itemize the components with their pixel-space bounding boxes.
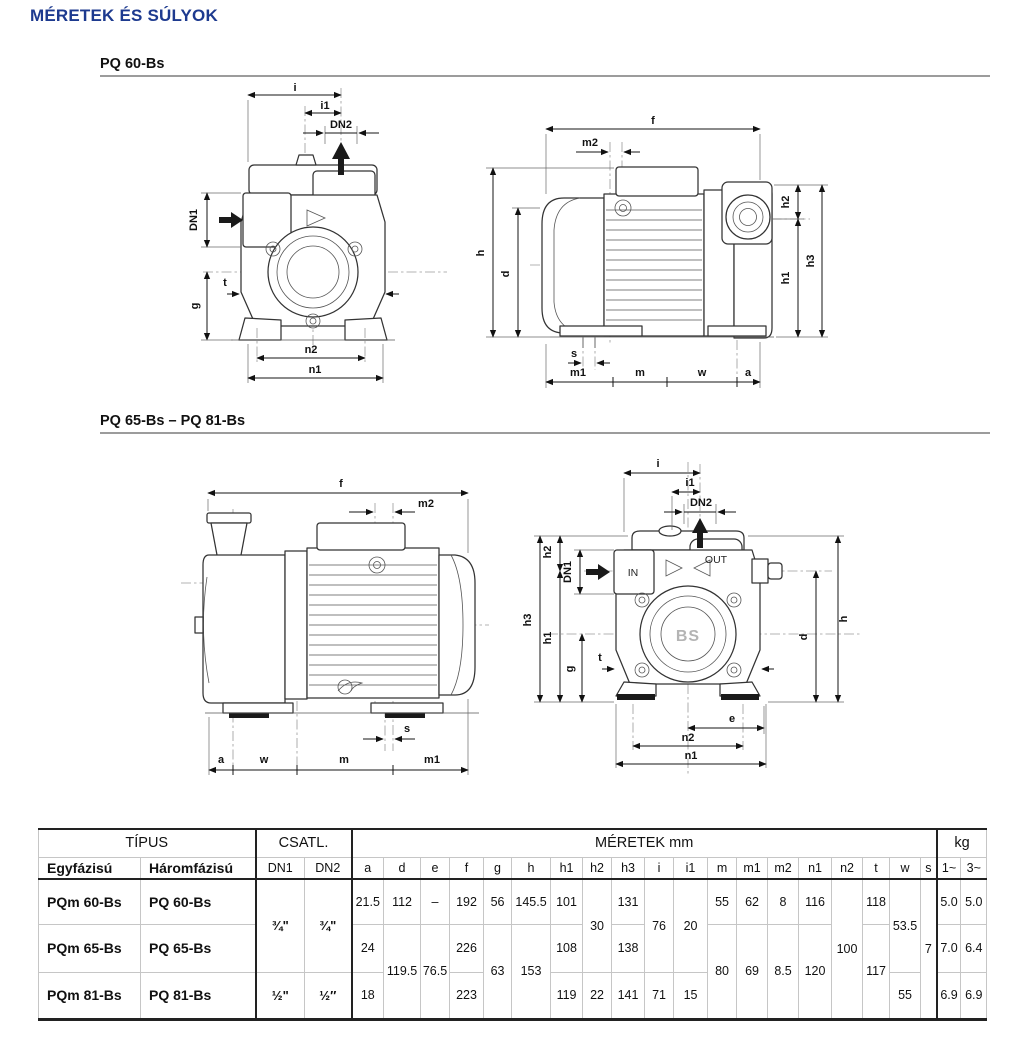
page-title: MÉRETEK ÉS SÚLYOK xyxy=(30,6,218,25)
col-header-m2: m2 xyxy=(768,857,799,879)
cell-haromfazisu: PQ 60-Bs xyxy=(141,879,256,924)
dim-label-dn2: DN2 xyxy=(329,119,353,131)
dim-label-m: m xyxy=(339,754,349,766)
cell-h1: 108 xyxy=(551,924,583,972)
cell-m: 80 xyxy=(708,924,737,1019)
col-header-e: e xyxy=(421,857,450,879)
col-header-n2: n2 xyxy=(832,857,863,879)
section-heading-pq65-81 xyxy=(100,413,990,434)
dim-label-t: t xyxy=(223,277,227,289)
cell-kg3: 5.0 xyxy=(961,879,987,924)
col-header-h1: h1 xyxy=(551,857,583,879)
cell-w: 55 xyxy=(890,972,921,1019)
cell-s: 7 xyxy=(921,879,937,1019)
cell-h1: 101 xyxy=(551,879,583,924)
col-header-s: s xyxy=(921,857,937,879)
cell-h2: 30 xyxy=(583,879,612,972)
bs-logo: BS xyxy=(675,628,701,645)
out-port-label: OUT xyxy=(704,554,728,566)
cell-dn2: ½″ xyxy=(305,972,352,1019)
cell-kg3: 6.9 xyxy=(961,972,987,1019)
cell-h: 153 xyxy=(512,924,551,1019)
cell-m: 55 xyxy=(708,879,737,924)
cell-egyfazisu: PQm 60-Bs xyxy=(39,879,141,924)
col-header-dn1: DN1 xyxy=(256,857,305,879)
flow-in-arrow-icon xyxy=(219,212,243,228)
cell-n1: 120 xyxy=(799,924,832,1019)
cell-m2: 8 xyxy=(768,879,799,924)
cell-f: 226 xyxy=(450,924,484,972)
drawing-pq60-side-view xyxy=(470,98,835,400)
cell-n2: 100 xyxy=(832,879,863,1019)
cell-kg3: 6.4 xyxy=(961,924,987,972)
cell-h1: 119 xyxy=(551,972,583,1019)
pump-front-illustration xyxy=(231,155,395,340)
section-heading-pq60 xyxy=(100,56,990,77)
drawing-pq65-front-view xyxy=(520,438,870,800)
cell-i1: 20 xyxy=(674,879,708,972)
cell-haromfazisu: PQ 65-Bs xyxy=(141,924,256,972)
group-header-csatl: CSATL. xyxy=(256,829,352,857)
col-header-i1: i1 xyxy=(674,857,708,879)
cell-a: 18 xyxy=(352,972,384,1019)
cell-t: 117 xyxy=(863,924,890,1019)
dim-label-i: i xyxy=(293,82,297,94)
cell-g: 63 xyxy=(484,924,512,1019)
dim-label-m2: m2 xyxy=(418,498,434,510)
cell-kg1: 7.0 xyxy=(937,924,961,972)
dim-label-t: t xyxy=(598,652,602,664)
cell-n1: 116 xyxy=(799,879,832,924)
dim-label-n1: n1 xyxy=(308,364,322,376)
in-port-label: IN xyxy=(627,567,639,579)
cell-e: – xyxy=(421,879,450,924)
section-heading-pq65-81-label: PQ 65-Bs – PQ 81-Bs xyxy=(100,413,246,429)
col-header-m: m xyxy=(708,857,737,879)
col-header-t: t xyxy=(863,857,890,879)
cell-egyfazisu: PQm 81-Bs xyxy=(39,972,141,1019)
dim-label-s: s xyxy=(403,723,411,735)
col-header-haromfazisu: Háromfázisú xyxy=(141,857,256,879)
group-header-tipus: TÍPUS xyxy=(39,829,256,857)
dim-label-m1: m1 xyxy=(424,754,440,766)
col-header-kg3: 3~ xyxy=(961,857,987,879)
cell-d: 112 xyxy=(384,879,421,924)
col-header-n1: n1 xyxy=(799,857,832,879)
dim-label-dn2: DN2 xyxy=(689,497,713,509)
dim-label-h1: h1 xyxy=(542,631,554,645)
drawing-pq60-front-view xyxy=(185,82,465,400)
col-header-h2: h2 xyxy=(583,857,612,879)
cell-d: 119.5 xyxy=(384,924,421,1019)
dim-label-i1: i1 xyxy=(685,477,695,489)
cell-f: 223 xyxy=(450,972,484,1019)
cell-h3: 138 xyxy=(612,924,645,972)
dim-label-dn1: DN1 xyxy=(188,208,200,232)
dim-label-d: d xyxy=(798,633,810,641)
cell-h3: 141 xyxy=(612,972,645,1019)
dim-label-h: h xyxy=(838,615,850,623)
col-header-dn2: DN2 xyxy=(305,857,352,879)
dim-label-n1: n1 xyxy=(684,750,698,762)
cell-g: 56 xyxy=(484,879,512,924)
col-header-g: g xyxy=(484,857,512,879)
col-header-a: a xyxy=(352,857,384,879)
dim-label-h2: h2 xyxy=(780,195,792,209)
cell-h2: 22 xyxy=(583,972,612,1019)
dim-label-i1: i1 xyxy=(320,100,330,112)
cell-dn1: ¾" xyxy=(256,879,305,972)
cell-m1: 69 xyxy=(737,924,768,1019)
cell-kg1: 5.0 xyxy=(937,879,961,924)
dim-label-g: g xyxy=(189,302,201,310)
col-header-egyfazisu: Egyfázisú xyxy=(39,857,141,879)
dim-label-n2: n2 xyxy=(681,732,695,744)
dim-label-h1: h1 xyxy=(780,271,792,285)
cell-i1: 15 xyxy=(674,972,708,1019)
dim-label-f: f xyxy=(651,115,655,127)
dim-label-w: w xyxy=(259,754,269,766)
cell-haromfazisu: PQ 81-Bs xyxy=(141,972,256,1019)
cell-m1: 62 xyxy=(737,879,768,924)
dimensions-table xyxy=(38,828,987,1021)
section-heading-pq60-label: PQ 60-Bs xyxy=(100,56,165,72)
dim-label-m1: m1 xyxy=(570,367,586,379)
col-header-w: w xyxy=(890,857,921,879)
col-header-f: f xyxy=(450,857,484,879)
col-header-h: h xyxy=(512,857,551,879)
dim-label-m2: m2 xyxy=(582,137,598,149)
cell-dn2: ¾" xyxy=(305,879,352,972)
cell-h3: 131 xyxy=(612,879,645,924)
col-header-i: i xyxy=(645,857,674,879)
table-row-pq60 xyxy=(39,879,987,924)
cell-dn1: ½" xyxy=(256,972,305,1019)
dim-label-h2: h2 xyxy=(542,545,554,559)
dim-label-w: w xyxy=(697,367,707,379)
dim-label-s: s xyxy=(570,348,578,360)
dim-label-h: h xyxy=(475,249,487,257)
drawing-pq65-side-view xyxy=(145,455,505,780)
cell-t: 118 xyxy=(863,879,890,924)
flow-in-arrow-icon xyxy=(586,564,610,580)
dim-label-h3: h3 xyxy=(522,613,534,627)
cell-w: 53.5 xyxy=(890,879,921,972)
dim-label-h3: h3 xyxy=(805,254,817,268)
dim-label-f: f xyxy=(339,478,343,490)
col-header-d: d xyxy=(384,857,421,879)
cell-m2: 8.5 xyxy=(768,924,799,1019)
dim-label-dn1: DN1 xyxy=(562,560,574,584)
cell-e: 76.5 xyxy=(421,924,450,1019)
pump-front-illustration xyxy=(614,526,782,700)
pump-side-illustration xyxy=(195,513,479,718)
group-header-meretek: MÉRETEK mm xyxy=(352,829,937,857)
dim-label-g: g xyxy=(564,665,576,673)
dim-label-a: a xyxy=(217,754,225,766)
cell-a: 24 xyxy=(352,924,384,972)
cell-kg1: 6.9 xyxy=(937,972,961,1019)
col-header-m1: m1 xyxy=(737,857,768,879)
dim-label-m: m xyxy=(635,367,645,379)
group-header-kg: kg xyxy=(937,829,987,857)
cell-i: 71 xyxy=(645,972,674,1019)
cell-f: 192 xyxy=(450,879,484,924)
col-header-h3: h3 xyxy=(612,857,645,879)
cell-egyfazisu: PQm 65-Bs xyxy=(39,924,141,972)
dim-label-d: d xyxy=(500,270,512,278)
cell-i: 76 xyxy=(645,879,674,972)
dim-label-e: e xyxy=(728,713,736,725)
dim-label-i: i xyxy=(656,458,660,470)
cell-h: 145.5 xyxy=(512,879,551,924)
col-header-kg1: 1~ xyxy=(937,857,961,879)
cell-a: 21.5 xyxy=(352,879,384,924)
dim-label-n2: n2 xyxy=(304,344,318,356)
dim-label-a: a xyxy=(744,367,752,379)
pump-side-illustration xyxy=(542,167,774,348)
